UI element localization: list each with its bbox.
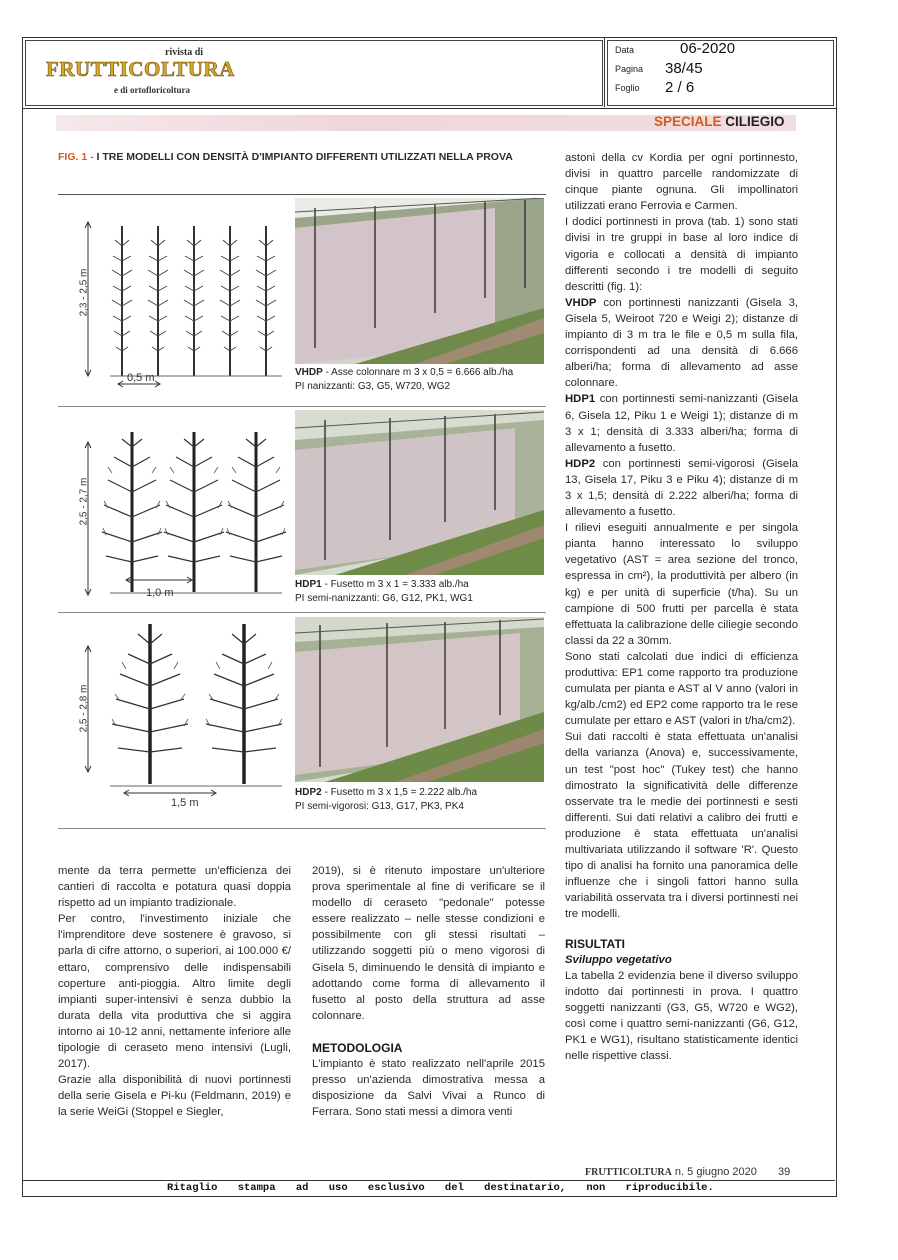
right-p1: astoni della cv Kordia per ogni portinnesto, divisi in quattro parcelle randomizzate di cinque piante ognuna. Gli impollinatori utilizzati erano Ferrovia e Carmen. — [565, 152, 798, 213]
right-p4 — [565, 391, 798, 455]
figure-title-prefix: FIG. 1 - — [58, 151, 97, 163]
right-p4-text: con portinnesti semi-nanizzanti (Gisela 6, Gisela 12, Piku 1 e Weigi 1); distanze di m 3 x 1; densità di 3.333 alberi/ha; forma di allevamento a fusetto. — [565, 393, 798, 454]
section-title — [654, 114, 785, 129]
right-p5-text: con portinnesti semi-vigorosi (Gisela 13, Gisela 17, Piku 3 e Piku 4); distanze di m 3 x 1,5; densità di 2.222 alberi/ha; forma di allevamento a fusetto. — [565, 457, 798, 519]
diagram-hdp2 — [60, 616, 290, 826]
dim-height-vhdp: 2,3 - 2,5 m — [78, 268, 90, 317]
diagram-vhdp — [60, 200, 290, 400]
heading-metodologia: METODOLOGIA — [312, 1040, 403, 1055]
right-p6: I rilievi eseguiti annualmente e per singola pianta hanno interessato lo sviluppo vegetativo (AST = area sezione del tronco, espressa in cm²), la produttività per albero (in kg) e per unità di superficie (t/ha). Su un campione di 500 frutti per parcella è stata effettuata la calibrazione delle ciliegie secondo classi da 22 a 30mm. — [565, 522, 798, 647]
column-left — [58, 863, 291, 1121]
caption-vhdp-bold: VHDP — [295, 367, 323, 378]
caption-hdp1 — [295, 578, 545, 606]
caption-hdp2-line2: PI semi-vigorosi: G13, G17, PK3, PK4 — [295, 801, 464, 812]
meta-data-value: 06-2020 — [680, 40, 736, 57]
right-p9: La tabella 2 evidenzia bene il diverso sviluppo indotto dai portinnesti in prova. I quattro soggetti nanizzanti (G3, G5, W720 e WG2), così come i quattro semi-nanizzanti (G6, G12, PK1 e WG1), risultano statisticamente identici nelle rispettive classi. — [565, 969, 798, 1063]
photo-hdp2-orchard — [295, 617, 544, 782]
masthead-subtitle: e di ortofloricoltura — [114, 85, 190, 95]
diagram-hdp1 — [60, 410, 290, 605]
page-footer — [585, 1166, 790, 1178]
dim-height-hdp2: 2,5 - 2,8 m — [78, 684, 90, 733]
footer-brand: FRUTTICOLTURA — [585, 1167, 672, 1178]
figure-rule-mid2 — [58, 612, 546, 613]
section-title-b: CILIEGIO — [725, 114, 785, 129]
figure-title-text: I TRE MODELLI CON DENSITÀ D'IMPIANTO DIFFERENTI UTILIZZATI NELLA PROVA — [96, 151, 513, 163]
caption-hdp2-rest: - Fusetto m 3 x 1,5 = 2.222 alb./ha — [321, 787, 478, 798]
left-p1: mente da terra permette un'efficienza dei cantieri di raccolta e potatura quasi doppia rispetto ad un impianto tradizionale. — [58, 865, 291, 910]
caption-hdp1-bold: HDP1 — [295, 579, 322, 590]
right-p8: Sui dati raccolti è stata effettuata un'analisi della varianza (Anova) e, successivamente, un test "post hoc" (Tukey test) che hanno dimostrato la significatività delle differenze osservate tra le medie dei portinnesti e sesti differenti. Sui dati relativi a calibro dei frutti e produzione è stata effettuata un'analisi multivariata utilizzando il software 'R'. Questo tipo di analisi ha fornito una panoramica delle influenze che i singoli fattori hanno sulla variabilità osservata tra i diversi portinnesti nei tre modelli. — [565, 731, 798, 921]
right-p2: I dodici portinnesti in prova (tab. 1) sono stati divisi in tre gruppi in base al loro indice di vigoria e collocati a densità di impianto differenti secondo i tre modelli di seguito descritti (fig. 1): — [565, 216, 798, 293]
header-divider — [604, 37, 605, 107]
caption-hdp2-bold: HDP2 — [295, 787, 322, 798]
right-p5-bold: HDP2 — [565, 457, 596, 470]
meta-pagina-value: 38/45 — [665, 60, 703, 77]
dim-spacing-vhdp: 0,5 m — [127, 372, 155, 384]
meta-foglio-value: 2 / 6 — [665, 79, 695, 96]
caption-vhdp-rest: - Asse colonnare m 3 x 0,5 = 6.666 alb./ha — [322, 367, 514, 378]
figure-title — [58, 151, 513, 163]
caption-hdp1-rest: - Fusetto m 3 x 1 = 3.333 alb./ha — [321, 579, 469, 590]
right-p4-bold: HDP1 — [565, 393, 596, 406]
column-right — [565, 150, 798, 1064]
footer-page-number: 39 — [777, 1166, 791, 1178]
dim-spacing-hdp2: 1,5 m — [171, 797, 199, 809]
masthead-top: rivista di — [165, 47, 204, 58]
heading-risultati: RISULTATI — [565, 936, 625, 951]
right-p3-text: con portinnesti nanizzanti (Gisela 3, Gisela 5, Weiroot 720 e Weigi 2); distanze di impianto di 3 m tra le file e 0,5 m sulla fila, corrispondenti ad una densità di 6.666 alberi/ha; forma di allevamento ad asse colonnare. — [565, 296, 798, 390]
caption-hdp2 — [295, 786, 545, 814]
masthead-logo: FRUTTICOLTURA — [46, 57, 235, 81]
figure-rule-top — [58, 194, 546, 195]
heading-sviluppo: Sviluppo vegetativo — [565, 953, 672, 966]
right-p3-bold: VHDP — [565, 296, 597, 309]
left-p2: Per contro, l'investimento iniziale che l'imprenditore deve sostenere è gravoso, si parla di cifre attorno, o superiori, ai 100.000 €/ ettaro, comprensivo delle indispensabili coperture anti-pioggia. Altro limite degli impianti super-intensivi è senza dubbio la durata della vita produttiva che si aggira intorno ai 10-12 anni, nettamente inferiore alle tipologie di ceraseto meno intensivi (Lugli, 2017). — [58, 913, 291, 1071]
mid-p2: L'impianto è stato realizzato nell'aprile 2015 presso un'azienda dimostrativa messa a disposizione da Salvi Vivai a Runco di Ferrara. Sono stati messi a dimora venti — [312, 1058, 545, 1119]
right-p3 — [565, 295, 798, 392]
meta-data-label: Data — [615, 45, 635, 55]
photo-vhdp-orchard — [295, 198, 544, 364]
caption-vhdp-line2: PI nanizzanti: G3, G5, W720, WG2 — [295, 381, 451, 392]
dim-height-hdp1: 2,5 - 2,7 m — [78, 477, 90, 526]
photo-hdp1-orchard — [295, 410, 544, 575]
meta-foglio-label: Foglio — [615, 83, 640, 93]
caption-hdp1-line2: PI semi-nanizzanti: G6, G12, PK1, WG1 — [295, 593, 473, 604]
left-p3: Grazie alla disponibilità di nuovi portinnesti della serie Gisela e Pi-ku (Feldmann, 2019) e la serie WeiGi (Stoppel e Siegler, — [58, 1074, 291, 1119]
footer-issue: n. 5 giugno 2020 — [671, 1166, 757, 1178]
dim-spacing-hdp1: 1,0 m — [146, 587, 174, 599]
mid-p1: 2019), si è ritenuto impostare un'ulteriore prova sperimentale al fine di verificare se il modello di ceraseto "pedonale" potesse essere realizzato – nelle stesse condizioni e possibilmente con gli stessi risultati – utilizzando soggetti più o meno vigorosi di Gisela 5, diminuendo le densità di impianto e adottando come forma di allevamento il fusetto al posto della struttura ad asse colonnare. — [312, 865, 545, 1022]
right-p5 — [565, 456, 798, 520]
meta-pagina-label: Pagina — [615, 64, 644, 74]
section-title-a: SPECIALE — [654, 114, 722, 129]
right-p7: Sono stati calcolati due indici di efficienza produttiva: EP1 come rapporto tra produzione cumulata per pianta e AST al V anno (valori in kg/alb./cm2) ed EP2 come rapporto tra le rese cumulate per ettaro e AST (valori in t/ha/cm2). — [565, 650, 798, 728]
figure-rule-bottom — [58, 828, 546, 829]
caption-vhdp — [295, 366, 545, 394]
column-middle — [312, 863, 545, 1120]
figure-rule-mid1 — [58, 406, 546, 407]
disclaimer: Ritaglio stampa ad uso esclusivo del destinatario, non riproducibile. — [167, 1182, 714, 1194]
